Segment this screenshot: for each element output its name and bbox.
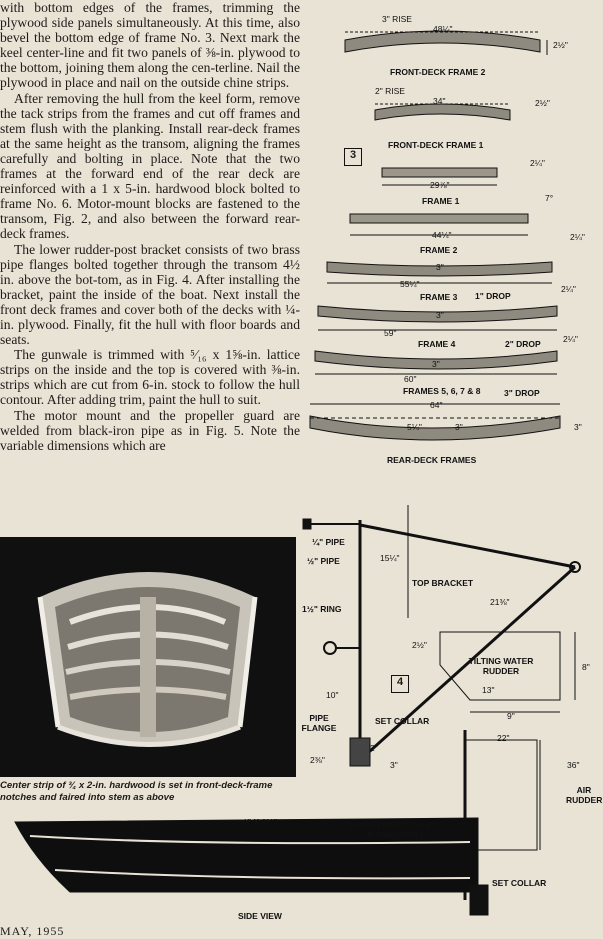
rear-deck-width: 64"	[430, 400, 443, 410]
frame-2-width: 44¼"	[432, 230, 452, 240]
frame-2-side: 2¼"	[570, 232, 585, 242]
frame-3-drop: 1" DROP	[475, 291, 511, 301]
frame-4-drop: 2" DROP	[505, 339, 541, 349]
water-rudder-width: 13"	[482, 685, 495, 695]
photo-caption: Center strip of ¾ x 2-in. hardwood is set in front-deck-frame notches and faired into stem as above	[0, 780, 273, 803]
paragraph-1: with bottom edges of the frames, trimming the plywood side panels simultaneously. At this time, also bevel the bottom edge of frame No. 3. Next mark the keel center-line and fit two panels of ⅜-in. plywood to the bottom, joining them along the cen-terline. Nail the plywood in place and nail on the outside chine strips.	[0, 0, 300, 91]
two-three-eighths-dim: 2⅜"	[310, 755, 325, 765]
frame-3-label: FRAME 3	[420, 292, 458, 302]
rear-deck-side: 3"	[574, 422, 582, 432]
front-deck-1-side: 2½"	[535, 98, 550, 108]
page-footer: MAY, 1955	[0, 924, 65, 938]
water-rudder-height: 8"	[582, 662, 590, 672]
top-bracket-label: TOP BRACKET	[412, 578, 474, 588]
set-collar-label: SET COLLAR	[375, 716, 430, 726]
front-deck-2-width: 48¼"	[433, 24, 453, 34]
pipe-flange-label: PIPE FLANGE	[301, 713, 337, 733]
rear-deck-label: REAR-DECK FRAMES	[387, 455, 477, 465]
water-rudder-side: 2½"	[412, 640, 427, 650]
side-view-strip-a: ½" X ¾"	[125, 824, 158, 834]
bracket-arm: 21⅜"	[490, 597, 510, 607]
water-rudder-bottom: 9"	[507, 711, 515, 721]
paragraph-4: The gunwale is trimmed with ⁵⁄₁₆ x 1⅝-in. lattice strips on the inside and the top is covered with ⅜-in. strips which are cut from 6-in. stock to follow the hull contour. After adding trim, paint the hull to suit.	[0, 347, 300, 408]
frames-5-8-drop: 3" DROP	[504, 388, 540, 398]
frame-4-width: 59"	[384, 328, 397, 338]
paragraph-3: The lower rudder-post bracket consists of two brass pipe flanges bolted together through the transom 4½ in. above the bot-tom, as in Fig. 4. After installing the bracket, paint the inside of the boat. Next install the front deck frames and cover both of the decks with ¼-in. plywood. Finally, fit the hull with floor boards and seats.	[0, 241, 300, 348]
frame-3-side: 2¼"	[561, 284, 576, 294]
quarter-pipe-label: ¼" PIPE	[312, 537, 345, 547]
three-dim: 3"	[390, 760, 398, 770]
figure-4-number: 4	[391, 675, 409, 693]
frame-1-angle: 7°	[545, 193, 554, 203]
air-rudder-label: AIR RUDDER	[566, 785, 603, 805]
air-rudder-height: 36"	[567, 760, 580, 770]
figure-3-number: 3	[344, 148, 362, 166]
ring-label: 1½" RING	[302, 604, 342, 614]
front-deck-2-rise: 3" RISE	[382, 14, 412, 24]
set-collar-2-label: SET COLLAR	[492, 878, 547, 888]
half-pipe-label: ½" PIPE	[307, 556, 340, 566]
frame-2-label: FRAME 2	[420, 245, 458, 255]
frames-5-8-width: 60"	[404, 374, 417, 384]
frame-3-center: 3"	[436, 262, 444, 272]
frame-4-center: 3"	[436, 310, 444, 320]
frame-4-label: FRAME 4	[418, 339, 456, 349]
front-deck-1-width: 34"	[433, 96, 446, 106]
front-deck-2-label: FRONT-DECK FRAME 2	[390, 67, 486, 77]
rear-deck-b: 3"	[455, 422, 463, 432]
frame-3-width: 55¼"	[400, 279, 420, 289]
rear-deck-a: 5¼"	[407, 422, 422, 432]
front-deck-1-rise: 2" RISE	[375, 86, 405, 96]
frame-1-side: 2¼"	[530, 158, 545, 168]
side-view-label: SIDE VIEW	[238, 911, 282, 921]
turnbuckle-label: MADE FROM ⅜" X 4½" TURNBUCKLE	[349, 820, 443, 840]
frame-1-label: FRAME 1	[422, 196, 460, 206]
paragraph-2: After removing the hull from the keel form, remove the tack strips from the frames and cut off frames and stem flush with the planking. Install rear-deck frames at the same height as the transom, aligning the frames carefully and bolting in place. Note that the two frames at the forward end of the rear deck are reinforced with a 1 x 5-in. hardwood block bolted to frame No. 6. Motor-mount blocks are fastened to the transom, Fig. 2, and also between the forward rear-deck frames.	[0, 90, 300, 242]
air-rudder-width: 22"	[497, 733, 510, 743]
water-rudder-label: TILTING WATER RUDDER	[468, 656, 534, 676]
side-view-strip-b: ⅝" X 1¼"	[240, 817, 278, 827]
frame-4-side: 2¼"	[563, 334, 578, 344]
frame-1-width: 29⅞"	[430, 180, 450, 190]
ten-dim: 10"	[326, 690, 339, 700]
paragraph-5: The motor mount and the propeller guard are welded from black-iron pipe as in Fig. 5. Note the variable dimensions which are	[0, 407, 300, 453]
two-dim: 2"	[370, 743, 378, 753]
front-deck-2-side: 2½"	[553, 40, 568, 50]
frames-5-8-label: FRAMES 5, 6, 7 & 8	[403, 386, 481, 396]
bracket-height: 15¼"	[380, 553, 400, 563]
front-deck-1-label: FRONT-DECK FRAME 1	[388, 140, 484, 150]
frames-5-8-center: 3"	[432, 359, 440, 369]
